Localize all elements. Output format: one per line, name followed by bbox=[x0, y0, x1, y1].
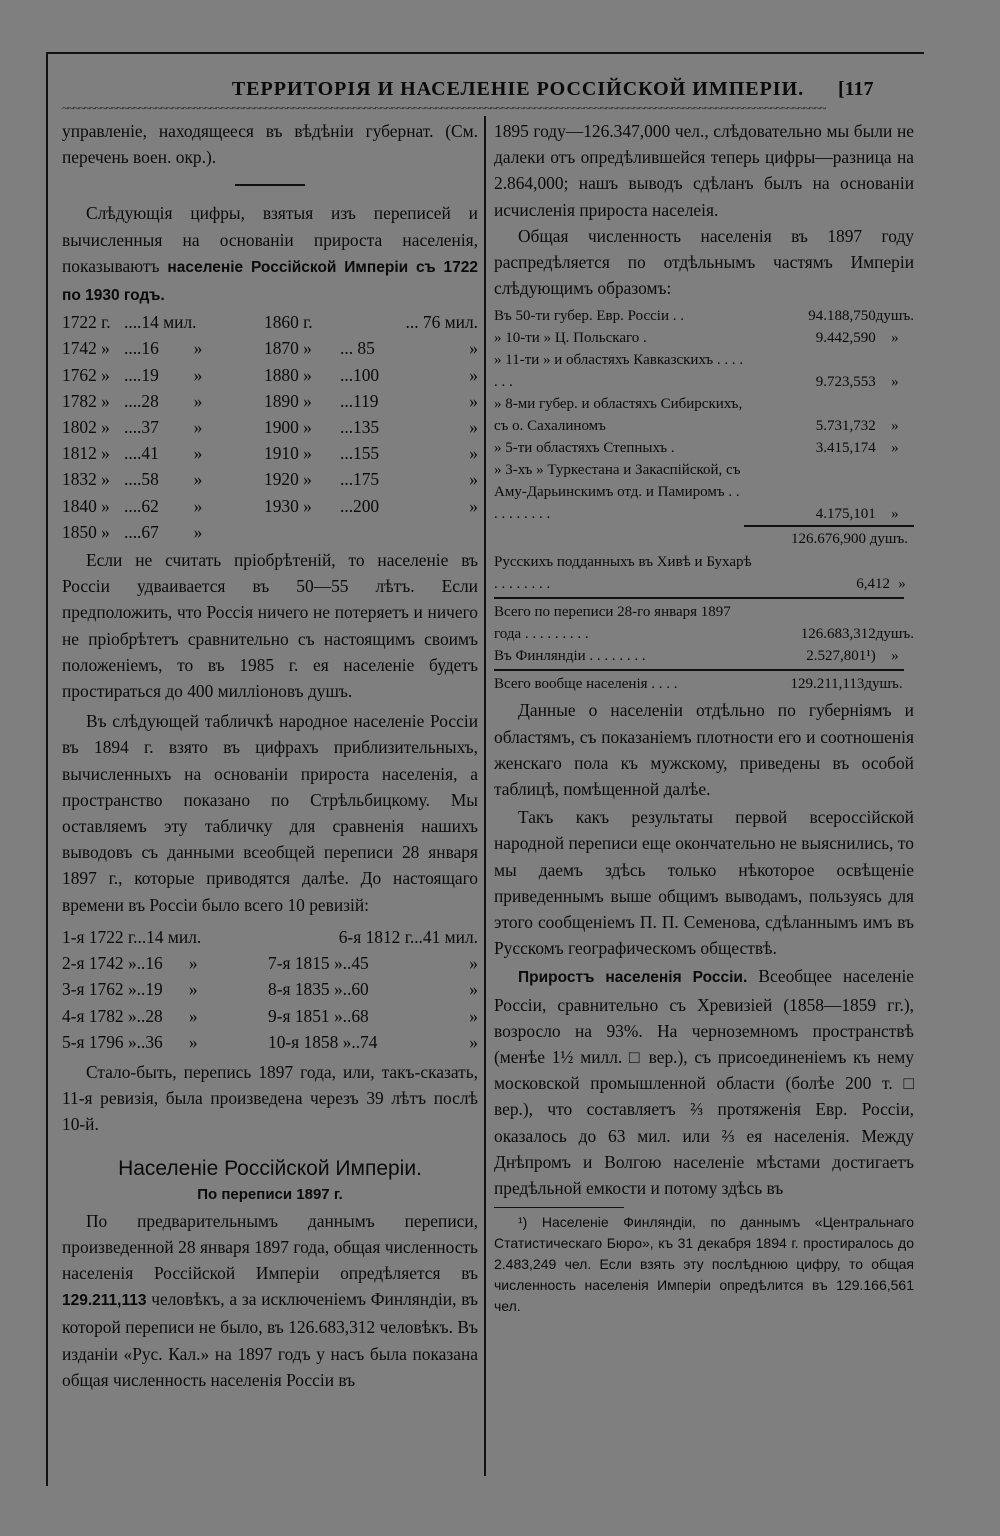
table-row: » 5-ти областяхъ Степныхъ . 3.415,174 » bbox=[494, 440, 899, 457]
footnote-rule bbox=[494, 1207, 624, 1208]
left-column bbox=[62, 118, 478, 1393]
table-row: Всего по переписи 28-го января 1897 года . . . . . . . . . 126.683,312 душъ. bbox=[494, 604, 914, 643]
paragraph: 1895 году—126.347,000 чел., слѣдовательно мы были не далеки отъ опредѣлившейся теперь цифры—разница на 2.864,000; нашъ выводъ сдѣланъ былъ на основаніи исчисленія прироста населеія. bbox=[494, 121, 914, 220]
table-row: Русскихъ подданныхъ въ Хивѣ и Бухарѣ . . . . . . . . 6,412 » bbox=[494, 554, 906, 593]
section-subtitle: По переписи 1897 г. bbox=[197, 1185, 343, 1203]
table-row: Въ Финляндіи . . . . . . . . 2.527,801¹) » bbox=[494, 648, 899, 665]
paragraph: Стало-быть, перепись 1897 года, или, такъ-сказать, 11-я ревизія, была произведена черезъ 39 лѣтъ послѣ 10-й. bbox=[62, 1061, 478, 1135]
paragraph: Общая численность населенія въ 1897 году распредѣляется по отдѣльнымъ частямъ Имперіи слѣдующимъ образомъ: bbox=[494, 225, 914, 299]
table-row: 1-я 1722 г...14 мил. 6-я 1812 г...41 мил. bbox=[62, 926, 478, 947]
total-rule bbox=[494, 597, 904, 599]
table-row: 1742 » ....16 » 1870 » ... 85 » bbox=[62, 338, 478, 359]
paragraph: Въ слѣдующей табличкѣ народное населеніе Россіи въ 1894 г. взято въ цифрахъ приблизительныхъ, вычисленныхъ на основаніи прироста населенія, а пространство показано по Стрѣльбицкому. Мы оставляемъ эту табличку для сравненія нашихъ выводовъ съ данными всеобщей переписи 28 января 1897 г., которые приводятся далѣе. До настоящаго времени въ Россіи было всего 10 ревизій: bbox=[62, 711, 478, 915]
page bbox=[46, 52, 924, 1486]
table-row: 3-я 1762 »..19 » 8-я 1835 »..60 » bbox=[62, 979, 478, 1000]
table-row: » 11-ти » и областяхъ Кавказскихъ . . . . . . . 9.723,553 » bbox=[494, 352, 899, 391]
census-table bbox=[494, 601, 914, 667]
page-number: [117 bbox=[838, 78, 874, 100]
revisions-table bbox=[62, 924, 478, 1055]
table-row: 1722 г. ....14 мил. 1860 г. ... 76 мил. bbox=[62, 312, 478, 333]
column-divider bbox=[484, 116, 486, 1476]
paragraph: управленіе, находящееся въ вѣдѣніи губернат. (См. перечень воен. окр.). bbox=[62, 121, 478, 168]
table-row: 1850 » ....67 » bbox=[62, 521, 203, 542]
table-row: 1832 » ....58 » 1920 » ...175 » bbox=[62, 469, 478, 490]
table-row: Всего вообще населенія . . . . 129.211,113 душъ. bbox=[494, 676, 903, 693]
paragraph: Такъ какъ результаты первой всероссійской народной переписи еще окончательно не выяснились, то мы даемъ здѣсь только нѣкоторое освѣщеніе приведеннымъ выше общимъ выводамъ, пользуясь для этого сообщеніемъ П. П. Семенова, сдѣланнымъ имъ въ Русскомъ географическомъ обществѣ. bbox=[494, 807, 914, 959]
table-row: 1802 » ....37 » 1900 » ...135 » bbox=[62, 417, 478, 438]
footnote: ¹) Населеніе Финляндіи, по даннымъ «Центральнаго Статистическаго Бюро», къ 31 декабря 1894 г. простиралось до 2.483,249 чел. Если взять эту послѣднюю цифру, то общая численность населенія Имперіи опредѣлится въ 129.166,561 чел. bbox=[494, 1214, 914, 1315]
table-row: Въ 50-ти губер. Евр. Россіи . . 94.188,750 душъ. bbox=[494, 308, 914, 325]
section-title: Населеніе Россійской Имперіи. bbox=[118, 1156, 422, 1180]
table-row: » 8-ми губер. и областяхъ Сибирскихъ, съ о. Сахалиномъ 5.731,732 » bbox=[494, 396, 899, 435]
page-header-title: ТЕРРИТОРІЯ И НАСЕЛЕНІЕ РОССІЙСКОЙ ИМПЕРІИ. bbox=[231, 78, 805, 100]
section-divider bbox=[235, 184, 305, 186]
paragraph: Данные о населеніи отдѣльно по губерніямъ и областямъ, съ показаніемъ плотности его и соотношенія женскаго пола къ мужскому, приведены въ особой таблицѣ, помѣщенной далѣе. bbox=[494, 700, 914, 800]
subtotal-value: 126.676,900 душъ. bbox=[791, 531, 908, 548]
table-row: 5-я 1796 »..36 » 10-я 1858 »..74 » bbox=[62, 1031, 478, 1052]
paragraph: По предварительнымъ даннымъ переписи, произведенной 28 января 1897 года, общая численность населенія Россійской Имперіи опредѣляется въ 129.211,113 человѣкъ, а за исключеніемъ Финляндіи, въ которой переписи не было, въ 126.683,312 человѣкъ. Въ изданіи «Рус. Кал.» на 1897 годъ у насъ была показана общая численность населенія Россіи въ bbox=[62, 1210, 478, 1390]
table-row: 2-я 1742 »..16 » 7-я 1815 »..45 » bbox=[62, 953, 478, 974]
bold-phrase: Приростъ населенія Россіи. bbox=[518, 969, 748, 987]
paragraph: Если не считать пріобрѣтеній, то населеніе въ Россіи удваивается въ 50—55 лѣтъ. Если предположить, что Россія ничего не потеряетъ и ничего не пріобрѣтетъ сравнительно съ настоящимъ своимъ положеніемъ, то въ 1985 г. ея населеніе будетъ простираться до 400 милліоновъ душъ. bbox=[62, 550, 478, 702]
bold-phrase: населеніе Россійской Имперіи съ 1722 по 1930 годъ. bbox=[62, 258, 478, 305]
total-rule bbox=[494, 669, 904, 671]
right-column bbox=[494, 118, 914, 1317]
header-wavy-rule: ~~~~~~~~~~~~~~~~~~~~~~~~~~~~~~~~~~~~~~~~~~~~~~~~~~~~~~~~~~~~~~~~~~~~~~~~~~~~~~~~~~~~~~~~~~~~~~~~~~~~~~~~~~~~~~~~~~~~~~~~~~~~~~~~~~~~~~~~~~~ bbox=[62, 102, 826, 114]
table-row: 1762 » ....19 » 1880 » ...100 » bbox=[62, 364, 478, 385]
table-row: 1782 » ....28 » 1890 » ...119 » bbox=[62, 390, 478, 411]
table-row: 4-я 1782 »..28 » 9-я 1851 »..68 » bbox=[62, 1005, 478, 1026]
subjects-table bbox=[494, 551, 914, 595]
bold-number: 129.211,113 bbox=[62, 1292, 147, 1310]
population-distribution-table bbox=[494, 305, 914, 525]
table-row: 1840 » ....62 » 1930 » ...200 » bbox=[62, 495, 478, 516]
population-growth-table bbox=[62, 309, 478, 545]
table-row: 1812 » ....41 » 1910 » ...155 » bbox=[62, 443, 478, 464]
grand-total-table bbox=[494, 673, 914, 695]
table-row: » 10-ти » Ц. Польскаго . 9.442,590 » bbox=[494, 330, 899, 347]
table-row: » 3-хъ » Туркестана и Закаспійской, съ Аму-Дарьинскимъ отд. и Памиромъ . . . . . . . . . . 4.175,101 » bbox=[494, 462, 899, 523]
paragraph: Приростъ населенія Россіи. Всеобщее населеніе Россіи, сравнительно съ Хревизіей (1858—1859 гг.), возросло на 93%. На черноземномъ пространствѣ (менѣе 1½ милл. □ вер.), съ присоединеніемъ къ нему московской промышленной области (болѣе 200 т. □ вер.), что составляетъ ⅔ протяженія Евр. Россіи, оказалось до 63 мил. или ⅔ ея населенія. Между Днѣпромъ и Волгою населеніе мѣстами достигаетъ предѣльной емкости и потому здѣсь въ bbox=[494, 966, 914, 1199]
paragraph: Слѣдующія цифры, взятыя изъ переписей и вычисленныя на основаніи прироста населенія, показываютъ населеніе Россійской Имперіи съ 1722 по 1930 годъ. bbox=[62, 203, 478, 305]
